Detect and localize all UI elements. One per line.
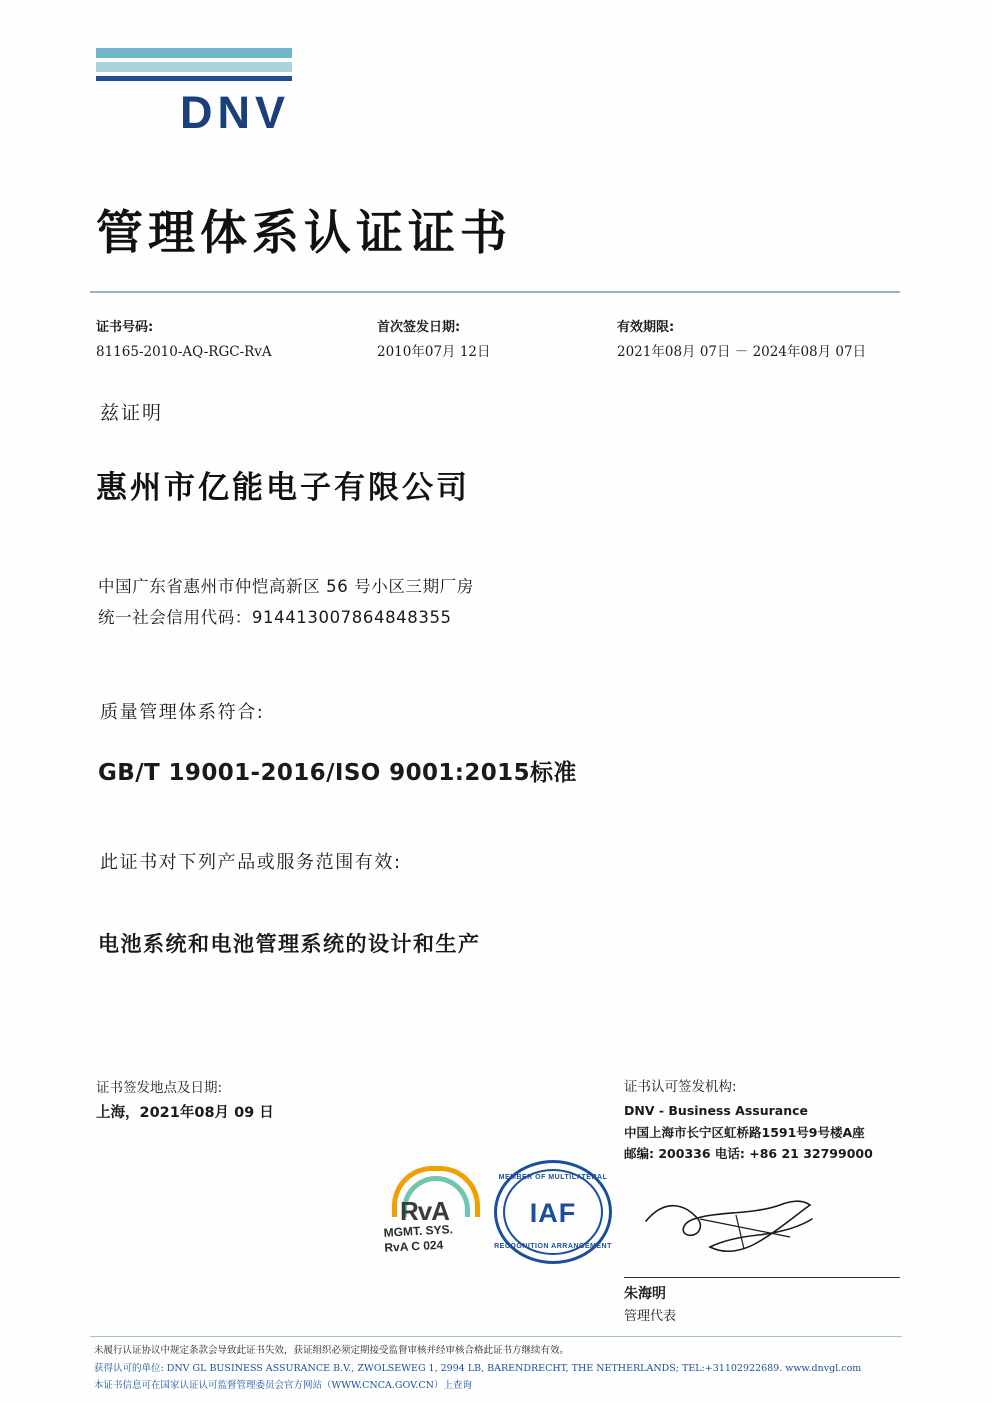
meta-certificate-number [96, 318, 272, 363]
meta-label: 有效期限: [617, 320, 675, 335]
footer-divider [90, 1336, 902, 1337]
logo-bar-middle [96, 62, 292, 72]
accreditation-marks [382, 1160, 612, 1270]
signatory-name: 朱海明 [624, 1286, 666, 1302]
meta-first-issue-date [377, 318, 491, 363]
meta-value: 2021年08月 07日 － 2024年08月 07日 [617, 344, 867, 361]
footer-line-1: 未履行认证协议中规定条款会导致此证书失效，获证组织必须定期接受监督审核并经审核合格此证书方继续有效。 [94, 1345, 570, 1356]
issuing-authority-block [624, 1076, 873, 1165]
scope-label: 此证书对下列产品或服务范围有效: [100, 852, 402, 873]
meta-value: 2010年07月 12日 [377, 344, 491, 361]
issue-label: 证书签发地点及日期: [96, 1080, 223, 1096]
signatory-role: 管理代表 [624, 1309, 677, 1324]
meta-label: 首次签发日期: [377, 320, 461, 335]
dnv-logo [96, 48, 296, 139]
meta-validity-period [617, 318, 866, 363]
title-divider [90, 291, 900, 293]
logo-bar-bottom [96, 76, 292, 81]
iaf-top-text: MEMBER OF MULTILATERAL [498, 1174, 608, 1181]
footer-line-2: 获得认可的单位: DNV GL BUSINESS ASSURANCE B.V., ZWOLSEWEG 1, 2994 LB, BARENDRECHT, THE NETHERLANDS; TEL:+31102922689. www.dnvgl.com [94, 1362, 862, 1374]
company-name: 惠州市亿能电子有限公司 [96, 470, 470, 506]
authority-address: 中国上海市长宁区虹桥路1591号9号楼A座 [624, 1124, 865, 1140]
footer-legal-text [94, 1342, 906, 1395]
meta-value: 81165-2010-AQ-RGC-RvA [96, 344, 272, 361]
company-address [98, 572, 474, 633]
issue-value: 上海，2021年08月 09 日 [96, 1105, 274, 1122]
address-line-1: 中国广东省惠州市仲恺高新区 56 号小区三期厂房 [98, 577, 474, 596]
authority-contact: 邮编: 200336 电话: +86 21 32799000 [624, 1146, 873, 1162]
rva-subtext-line-2: RvA C 024 [384, 1237, 444, 1255]
signature-divider [624, 1277, 900, 1278]
iaf-center-text: IAF [529, 1198, 577, 1228]
authority-name: DNV - Business Assurance [624, 1102, 809, 1118]
rva-subtext-line-1: MGMT. SYS. [383, 1222, 454, 1240]
rva-letters: RvA [400, 1196, 450, 1226]
standard-label: 质量管理体系符合: [100, 702, 265, 723]
logo-wordmark: DNV [180, 87, 291, 138]
logo-bar-top [96, 48, 292, 58]
logo-bars [96, 48, 292, 81]
handwritten-signature [640, 1185, 830, 1265]
standard-value: GB/T 19001-2016/ISO 9001:2015标准 [98, 760, 577, 786]
rva-subtext [383, 1222, 454, 1256]
rva-accreditation-icon [382, 1166, 482, 1266]
certify-lead-text: 兹证明 [100, 402, 164, 424]
authority-label: 证书认可签发机构: [624, 1079, 737, 1095]
meta-label: 证书号码: [96, 320, 154, 335]
iaf-accreditation-icon [494, 1160, 612, 1264]
iaf-bottom-text: RECOGNITION ARRANGEMENT [494, 1243, 612, 1250]
footer-line-3: 本证书信息可在国家认证认可监督管理委员会官方网站（WWW.CNCA.GOV.CN）上查询 [94, 1380, 472, 1392]
address-line-2: 统一社会信用代码：914413007864848355 [98, 607, 452, 627]
scope-value: 电池系统和电池管理系统的设计和生产 [98, 932, 481, 956]
issue-place-date-block [96, 1076, 274, 1126]
page-title: 管理体系认证证书 [96, 206, 512, 261]
